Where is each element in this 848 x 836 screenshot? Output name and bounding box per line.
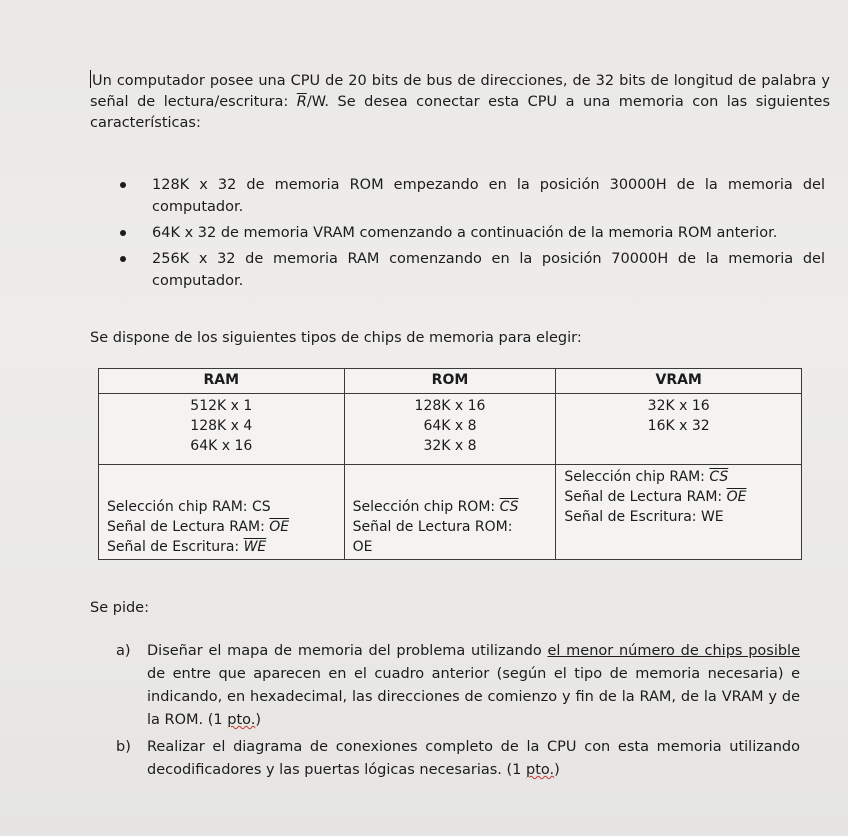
header-ram: RAM	[99, 369, 345, 394]
header-vram: VRAM	[556, 369, 802, 394]
table-header-row	[99, 369, 802, 394]
list-item: 256K x 32 de memoria RAM comenzando en la posición 70000H de la memoria del computador.	[120, 248, 825, 292]
rom-sizes-cell: 128K x 16 64K x 8 32K x 8	[344, 394, 556, 465]
ram-sizes-cell: 512K x 1 128K x 4 64K x 16	[99, 394, 345, 465]
intro-paragraph: Un computador posee una CPU de 20 bits de bus de direcciones, de 32 bits de longitud de palabra y señal de lectura/escritura: $\overline{R}/W$. Se desea conectar esta CPU a una memoria con las siguientes características:	[90, 70, 830, 134]
ram-signals-cell: Selección chip RAM: CS Señal de Lectura RAM: $\overline{OE}$ Señal de Escritura: $\overline{WE}$	[99, 465, 345, 560]
underlined-phrase: el menor número de chips posible	[547, 643, 801, 659]
spellcheck-word: pto.	[227, 712, 256, 728]
vram-sizes-cell: 32K x 16 16K x 32	[556, 394, 802, 465]
list-item: b) Realizar el diagrama de conexiones completo de la CPU con esta memoria utilizando decodificadores y las puertas lógicas necesarias. (1 pto.)	[116, 739, 800, 778]
text-cursor	[90, 70, 91, 88]
spellcheck-word: pto.	[526, 762, 555, 778]
bullet-icon	[120, 182, 126, 188]
vram-signals-cell: Selección chip RAM: $\overline{CS}$ Señal de Lectura RAM: $\overline{OE}$ Señal de Escritura: WE	[556, 465, 802, 560]
list-item: 64K x 32 de memoria VRAM comenzando a continuación de la memoria ROM anterior.	[120, 222, 825, 244]
rom-signals-cell: Selección chip ROM: $\overline{CS}$ Señal de Lectura ROM: OE	[344, 465, 556, 560]
memory-chips-table	[98, 368, 802, 560]
table-row	[99, 465, 802, 560]
tasks-heading: Se pide:	[90, 600, 149, 616]
bullet-icon	[120, 230, 126, 236]
list-item: 128K x 32 de memoria ROM empezando en la posición 30000H de la memoria del computador.	[120, 174, 825, 218]
bullet-icon	[120, 256, 126, 262]
list-item: a) Diseñar el mapa de memoria del problema utilizando el menor número de chips posible de entre que aparecen en el cuadro anterior (según el tipo de memoria necesaria) e indicando, en hexadecimal, las direcciones de comienzo y fin de la RAM, de la VRAM y de la ROM. (1 pto.)	[116, 643, 801, 728]
header-rom: ROM	[344, 369, 556, 394]
table-row	[99, 394, 802, 465]
tasks-list	[116, 640, 800, 786]
memory-requirements-list	[120, 174, 825, 296]
chips-subheading: Se dispone de los siguientes tipos de chips de memoria para elegir:	[90, 330, 582, 346]
rw-bar-signal: $\overline{R}$	[296, 94, 307, 110]
